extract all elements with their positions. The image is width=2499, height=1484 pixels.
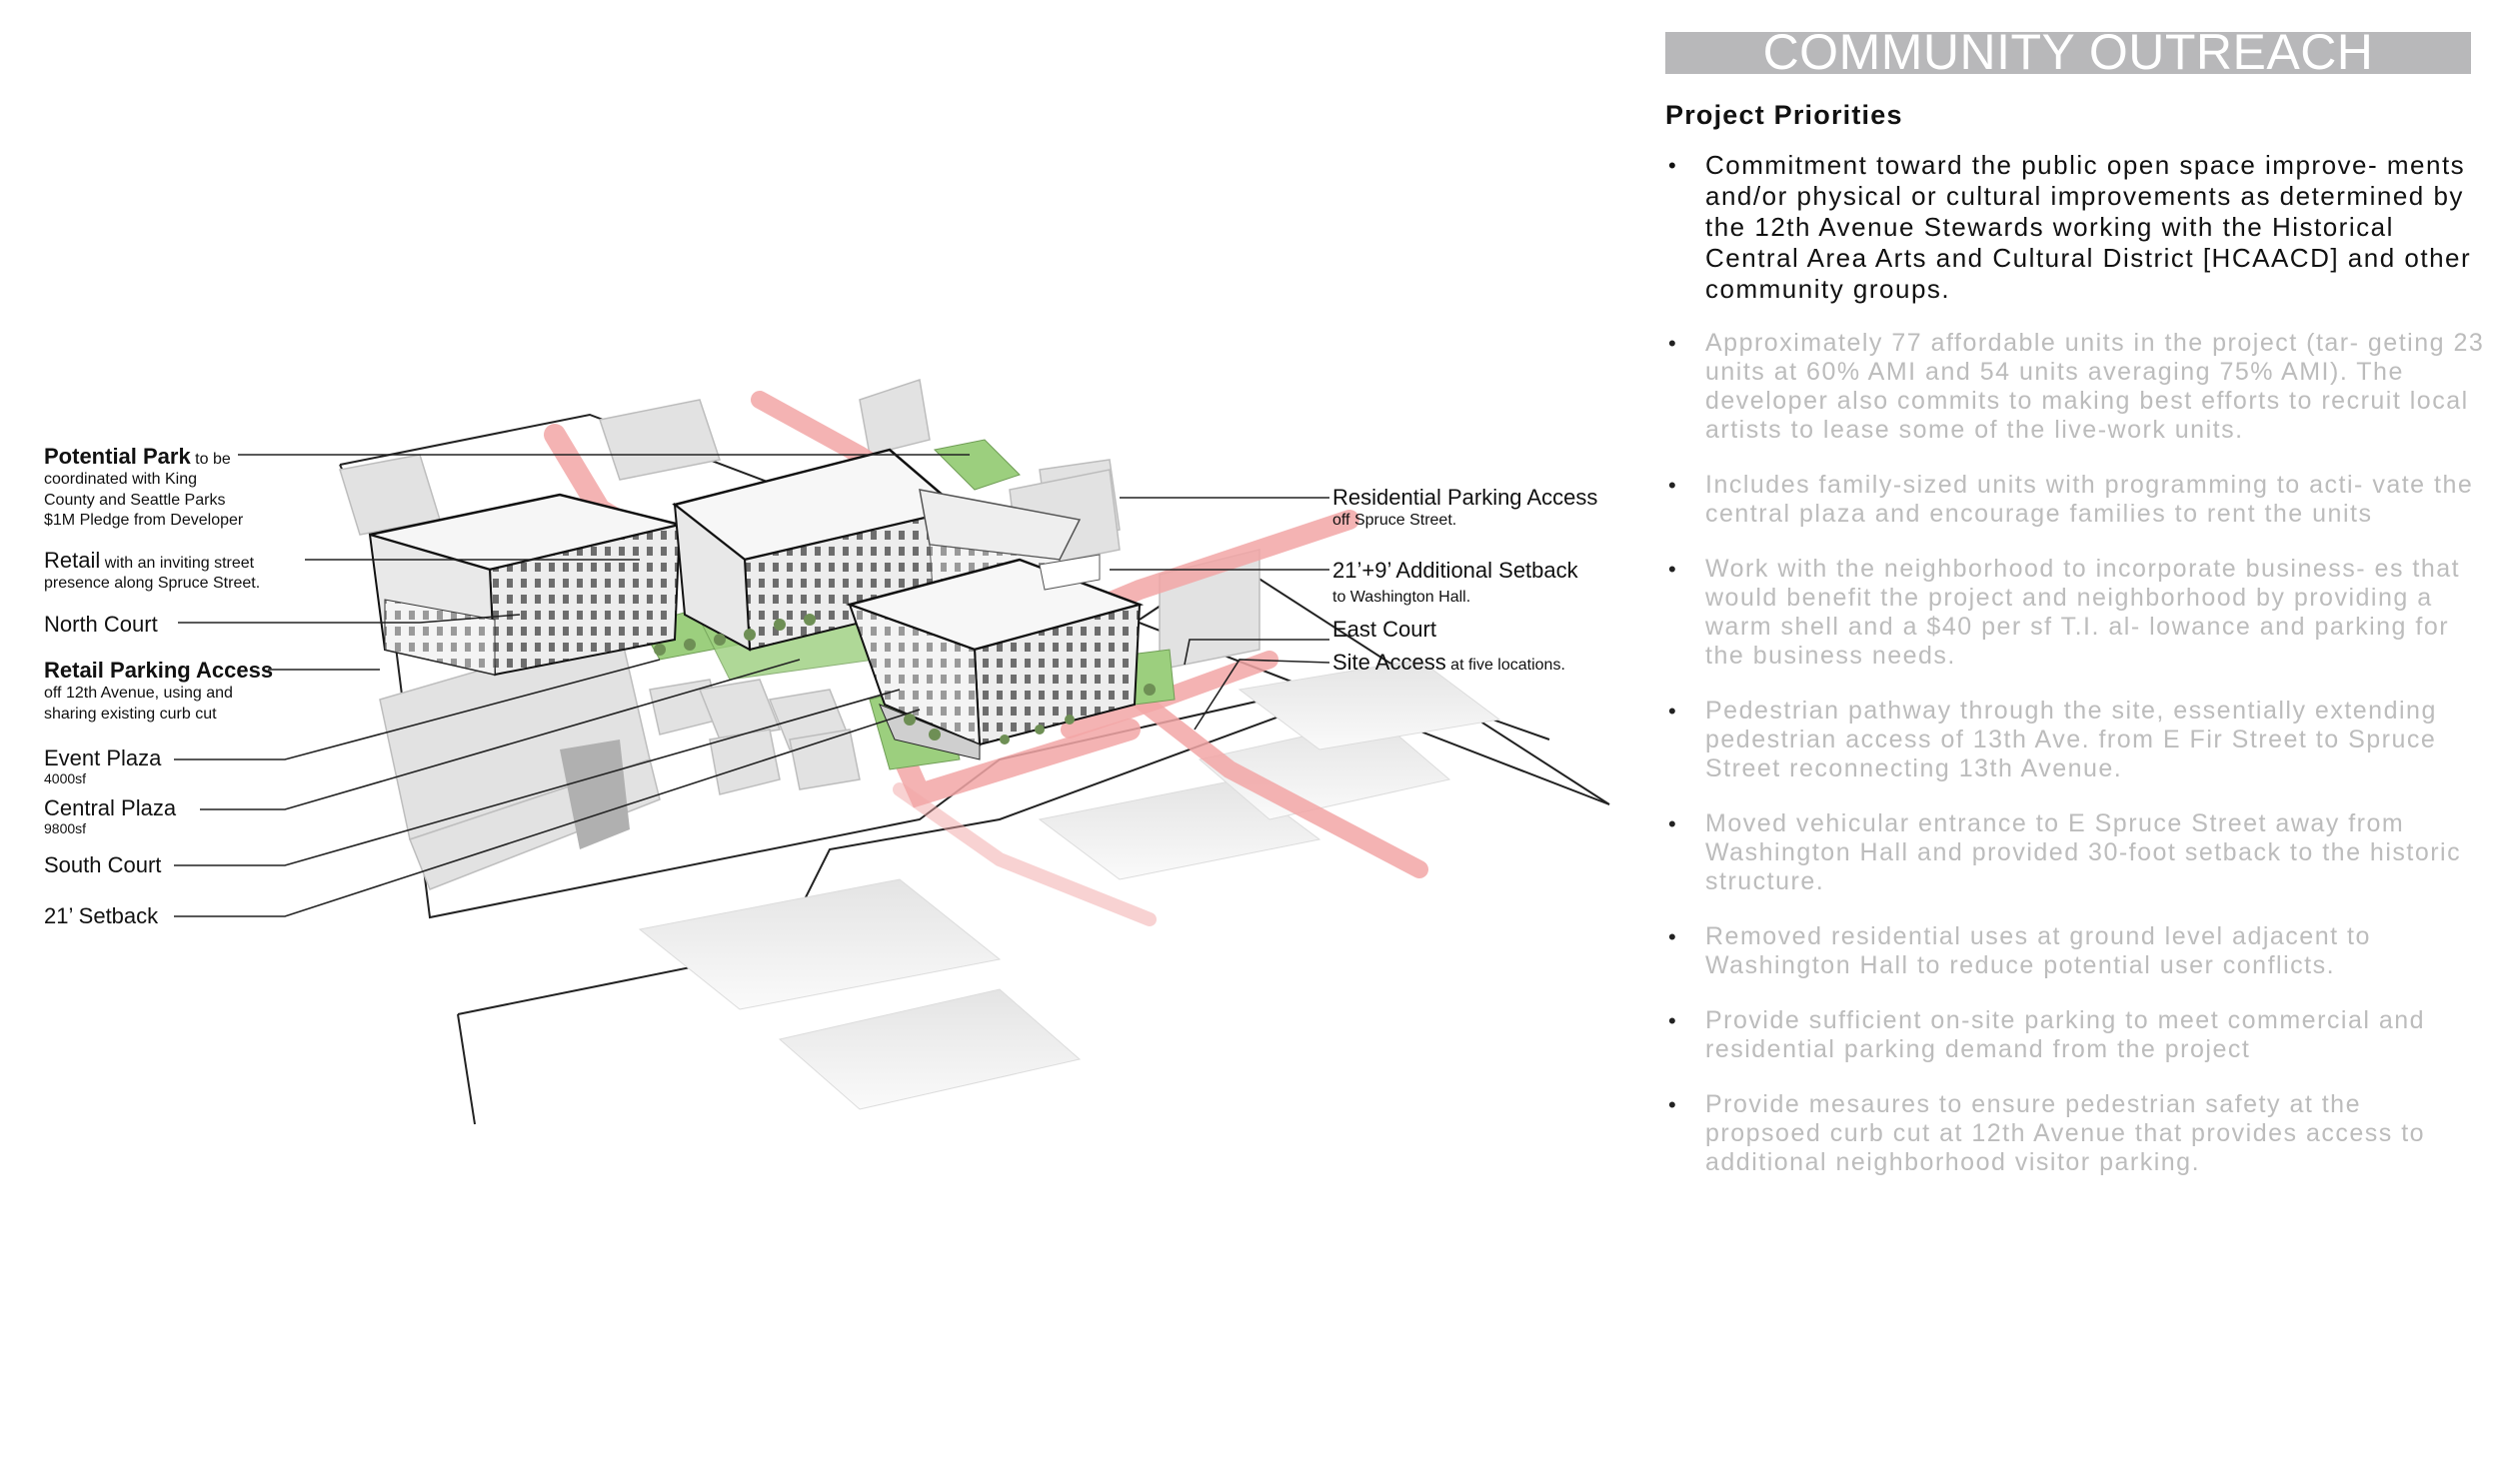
- callout-event-plaza: Event Plaza 4000sf: [44, 745, 162, 787]
- bullet-dot-icon: •: [1668, 811, 1678, 836]
- priority-item: • Work with the neighborhood to incorporate business- es that would benefit the project and neighborhood by providing a warm shell and a $40 per sf T.I. al- lowance and parking for the business needs.: [1668, 555, 2461, 670]
- callout-south-court: South Court: [44, 852, 162, 877]
- callout-north-court: North Court: [44, 612, 158, 637]
- section-title-bar: [1665, 24, 2471, 80]
- callout-east-court: East Court: [1332, 617, 1436, 642]
- site-axonometric-diagram: [0, 0, 1639, 1129]
- callout-central-plaza: Central Plaza 9800sf: [44, 795, 177, 837]
- bullet-dot-icon: •: [1668, 153, 1678, 178]
- priority-item: • Removed residential uses at ground level adjacent to Washington Hall to reduce potential user conflicts.: [1668, 922, 2371, 979]
- bullet-dot-icon: •: [1668, 557, 1678, 582]
- callout-potential-park: Potential Park to be coordinated with King County and Seattle Parks $1M Pledge from Developer: [44, 444, 244, 530]
- bullet-dot-icon: •: [1668, 924, 1678, 949]
- priority-item: • Provide mesaures to ensure pedestrian safety at the propsoed curb cut at 12th Avenue that provides access to additional neighborhood visitor parking.: [1668, 1090, 2426, 1176]
- callout-additional-setback: 21’+9’ Additional Setback to Washington Hall.: [1332, 558, 1578, 607]
- priority-item: • Commitment toward the public open space improve- ments and/or physical or cultural improvements as determined by the 12th Avenue Stewards working with the Historical Central Area Arts and Cultural District [HCAACD] and other community groups.: [1668, 150, 2472, 304]
- priorities-list: [1665, 150, 2485, 1203]
- bullet-dot-icon: •: [1668, 1092, 1678, 1117]
- bullet-dot-icon: •: [1668, 1008, 1678, 1033]
- section-title: COMMUNITY OUTREACH: [1762, 24, 2374, 80]
- priority-item: • Moved vehicular entrance to E Spruce Street away from Washington Hall and provided 30-foot setback to the historic structure.: [1668, 809, 2462, 895]
- bullet-dot-icon: •: [1668, 331, 1678, 356]
- priorities-heading: Project Priorities: [1665, 100, 1903, 130]
- priority-item: • Approximately 77 affordable units in the project (tar- geting 23 units at 60% AMI and 54 units averaging 75% AMI). The developer also commits to making best efforts to recruit local artists to lease some of the live-work units.: [1668, 329, 2485, 444]
- callout-site-access: Site Access at five locations.: [1332, 650, 1565, 675]
- bullet-dot-icon: •: [1668, 473, 1678, 498]
- callout-21-setback: 21’ Setback: [44, 903, 159, 928]
- priority-item: • Provide sufficient on-site parking to meet commercial and residential parking demand from the project: [1668, 1006, 2426, 1063]
- priority-item: • Pedestrian pathway through the site, essentially extending pedestrian access of 13th Ave. from E Fir Street to Spruce Street reconnecting 13th Avenue.: [1668, 697, 2437, 782]
- priority-item: • Includes family-sized units with programming to acti- vate the central plaza and encourage families to rent the units: [1668, 471, 2474, 528]
- callout-retail-parking-access: Retail Parking Access off 12th Avenue, using and sharing existing curb cut: [44, 658, 274, 723]
- callout-residential-parking-access: Residential Parking Access off Spruce Street.: [1332, 485, 1598, 530]
- bullet-dot-icon: •: [1668, 699, 1678, 724]
- callout-retail: Retail with an inviting street presence along Spruce Street.: [44, 548, 261, 593]
